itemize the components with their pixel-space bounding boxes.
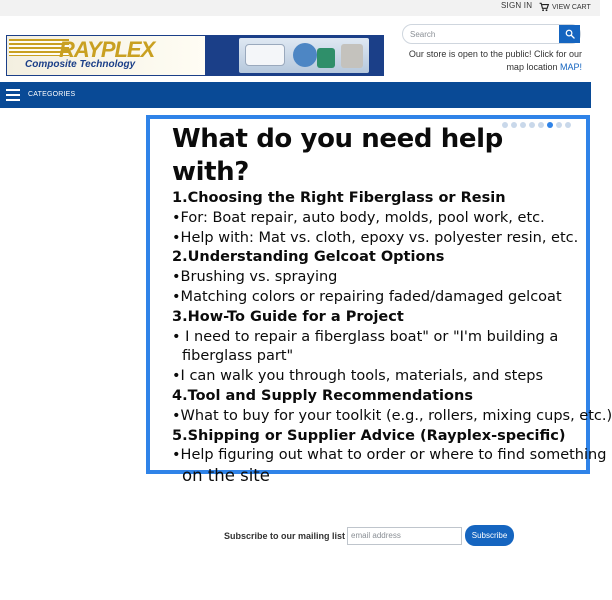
slide-heading: 4.Tool and Supply Recommendations (172, 387, 473, 404)
slide-heading: 3.How-To Guide for a Project (172, 308, 404, 325)
barrel-graphic (341, 44, 363, 68)
slide-heading: 1.Choosing the Right Fiberglass or Resin (172, 190, 506, 206)
slide-heading: 5.Shipping or Supplier Advice (Rayplex-specific) (172, 427, 566, 444)
search-icon (565, 29, 575, 39)
slide-heading: 2.Understanding Gelcoat Options (172, 249, 445, 266)
sign-in-link[interactable]: SIGN IN (501, 1, 533, 10)
logo-tagline: Composite Technology (25, 59, 136, 70)
water-tank-graphic (293, 43, 317, 67)
search-box (402, 24, 581, 44)
slide-bullet: •I can walk you through tools, materials, and steps (172, 368, 544, 385)
subscribe-button[interactable]: Subscribe (465, 525, 514, 546)
container-graphic (317, 48, 335, 68)
hero-slider[interactable] (146, 115, 612, 486)
slide-bullet: fiberglass part" (182, 348, 294, 365)
view-cart-link[interactable] (539, 2, 591, 12)
cart-label: VIEW CART (552, 3, 591, 11)
slide-bullet: •For: Boat repair, auto body, molds, pool work, etc. (172, 209, 545, 226)
logo-product-image (239, 38, 369, 73)
logo-wordmark-panel (7, 36, 205, 75)
site-logo[interactable] (6, 35, 384, 76)
slide-bullet: on the site (182, 466, 270, 486)
cart-icon (539, 2, 549, 12)
store-message-text: Our store is open to the public! Click for our map location (408, 49, 582, 72)
slide-bullet: •Help figuring out what to order or where to find something (172, 447, 607, 464)
slide-bullet: •Matching colors or repairing faded/damaged gelcoat (172, 288, 562, 305)
mailing-list-form (224, 525, 514, 546)
rv-graphic (245, 44, 285, 66)
search-button[interactable] (559, 25, 580, 43)
slide-bullet: •Help with: Mat vs. cloth, epoxy vs. polyester resin, etc. (172, 229, 579, 246)
categories-menu-label[interactable]: CATEGORIES (28, 91, 76, 98)
logo-wordmark: RAYPLEX (59, 37, 155, 62)
slide-lines (172, 189, 612, 486)
map-link[interactable]: MAP! (559, 62, 582, 72)
slide-bullet: • I need to repair a fiberglass boat" or "I'm building a (172, 328, 559, 345)
slide-title: What do you need help with? (172, 124, 503, 187)
mailing-list-label: Subscribe to our mailing list (224, 530, 346, 541)
slide-content (172, 123, 612, 486)
email-input[interactable] (347, 527, 462, 545)
top-utility-bar (0, 0, 600, 16)
slide-bullet: •What to buy for your toolkit (e.g., rollers, mixing cups, etc.) (172, 407, 612, 424)
menu-icon[interactable] (6, 89, 20, 101)
slide-bullet: •Brushing vs. spraying (172, 269, 338, 286)
store-open-message (400, 48, 582, 74)
category-nav-bar (0, 82, 591, 108)
search-input[interactable] (403, 25, 561, 43)
